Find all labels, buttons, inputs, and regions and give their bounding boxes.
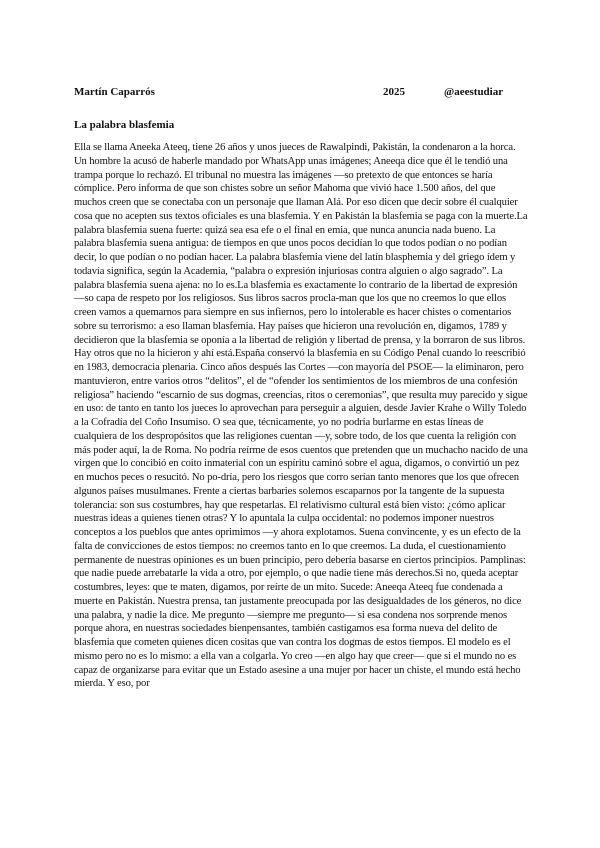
author-name: Martín Caparrós [74,86,155,98]
article-title: La palabra blasfemia [74,119,175,131]
publication-year: 2025 [383,86,405,98]
page-header [74,86,526,102]
body-paragraph: Ella se llama Aneeka Ateeq, tiene 26 años y unos jueces de Rawalpindi, Pakistán, la condenaron a la horca. Un hombre la acusó de haberle mandado por WhatsApp unas imágenes; Aneeqa dice que él le tendió una trampa porque lo rechazó. El tribunal no muestra las imágenes —so pretexto de que entonces se haría cómplice. Pero informa de que son chistes sobre un señor Mahoma que vivió hace 1.500 años, del que muchos creen que se conectaba con un personaje que llaman Alá. Por eso dicen que decir sobre él cualquier cosa que no acepten sus textos oficiales es una blasfemia. Y en Pakistán la blasfemia se paga con la muerte.La palabra blasfemia suena fuerte: quizá sea esa efe o el final en emia, que nunca anuncia nada bueno. La palabra blasfemia suena antigua: de tiempos en que unos pocos decidían lo que todos podían o no podían decir, lo que podían o no podían hacer. La palabra blasfemia viene del latín blasphemia y del griego ídem y todavía significa, según la Academia, “palabra o expresión injuriosas contra alguien o algo sagrado”. La palabra blasfemia suena ajena: no lo es.La blasfemia es exactamente lo contrario de la libertad de expresión —so capa de respeto por los religiosos. Sus libros sacros procla-man que los que no creemos lo que ellos creen vamos a quemarnos para siempre en sus infiernos, pero lo intolerable es hacer chistes o comentarios sobre su terrorismo: a eso llaman blasfemia. Hay países que hicieron una revolución en, digamos, 1789 y decidieron que la blasfemia se oponía a la libertad de religión y libertad de prensa, y la borraron de sus libros. Hay otros que no la hicieron y ahí está.España conservó la blasfemia en su Código Penal cuando lo reescribió en 1983, democracia plenaria. Cinco años después las Cortes —con mayoría del PSOE— la eliminaron, pero mantuvieron, entre varios otros “delitos”, el de “ofender los sentimientos de los miembros de una confesión religiosa” haciendo “escarnio de sus dogmas, creencias, ritos o ceremonias”, que resulta muy parecido y sigue en uso: de tanto en tanto los jueces lo aprovechan para perseguir a alguien, desde Javier Krahe o Willy Toledo a la Cofradía del Coño Insumiso. O sea que, técnicamente, yo no podría burlarme en estas líneas de cualquiera de los despropósitos que las religiones cuentan —y, sobre todo, de los que cuenta la religión con más poder aquí, la de Roma. No podría reírme de esos cuentos que pretenden que un muchacho nacido de una virgen que lo concibió en coito inmaterial con un espíritu caminó sobre el agua, digamos, o convirtió un pez en muchos peces o resucitó. No po-dría, pero los riesgos que corro serían tanto menores que los que ofrecen algunos países musulmanes. Frente a ciertas barbaries solemos escaparnos por la tangente de la supuesta tolerancia: son sus costumbres, hay que respetarlas. El relativismo cultural está bien visto: ¿cómo aplicar nuestras ideas a quienes tienen otras? Y lo apuntala la culpa occidental: no podemos imponer nuestros conceptos a los pueblos que antes oprimimos —y ahora explotamos. Suena convincente, y es un efecto de la falta de convicciones de estos tiempos: no creemos tanto en lo que creemos. La duda, el cuestionamiento permanente de nuestras opiniones es un buen principio, pero debería basarse en ciertos principios. Pamplinas: que nadie puede arrebatarle la vida a otro, por ejemplo, o que nadie tiene más derechos.Si no, queda aceptar costumbres, leyes: que te maten, digamos, por reírte de un mito. Sucede: Aneeqa Ateeq fue condenada a muerte en Pakistán. Nuestra prensa, tan justamente preocupada por las desigualdades de los géneros, no dice una palabra, y nadie la dice. Me pregunto —siempre me pregunto— si esa condena nos sorprende menos porque ahora, en nuestras sociedades bienpensantes, también castigamos esa forma nueva del delito de blasfemia que cometen quienes dicen cositas que van contra los dogmas de estos tiempos. El modelo es el mismo pero no es lo mismo: a ella van a colgarla. Yo creo —en algo hay que creer— que si el mundo no es capaz de organizarse para evitar que un Estado asesine a una mujer por hacer un chiste, el mundo está hecho mierda. Y eso, por [74,142,528,690]
article-body [74,141,528,691]
social-handle: @aeestudiar [444,86,504,98]
